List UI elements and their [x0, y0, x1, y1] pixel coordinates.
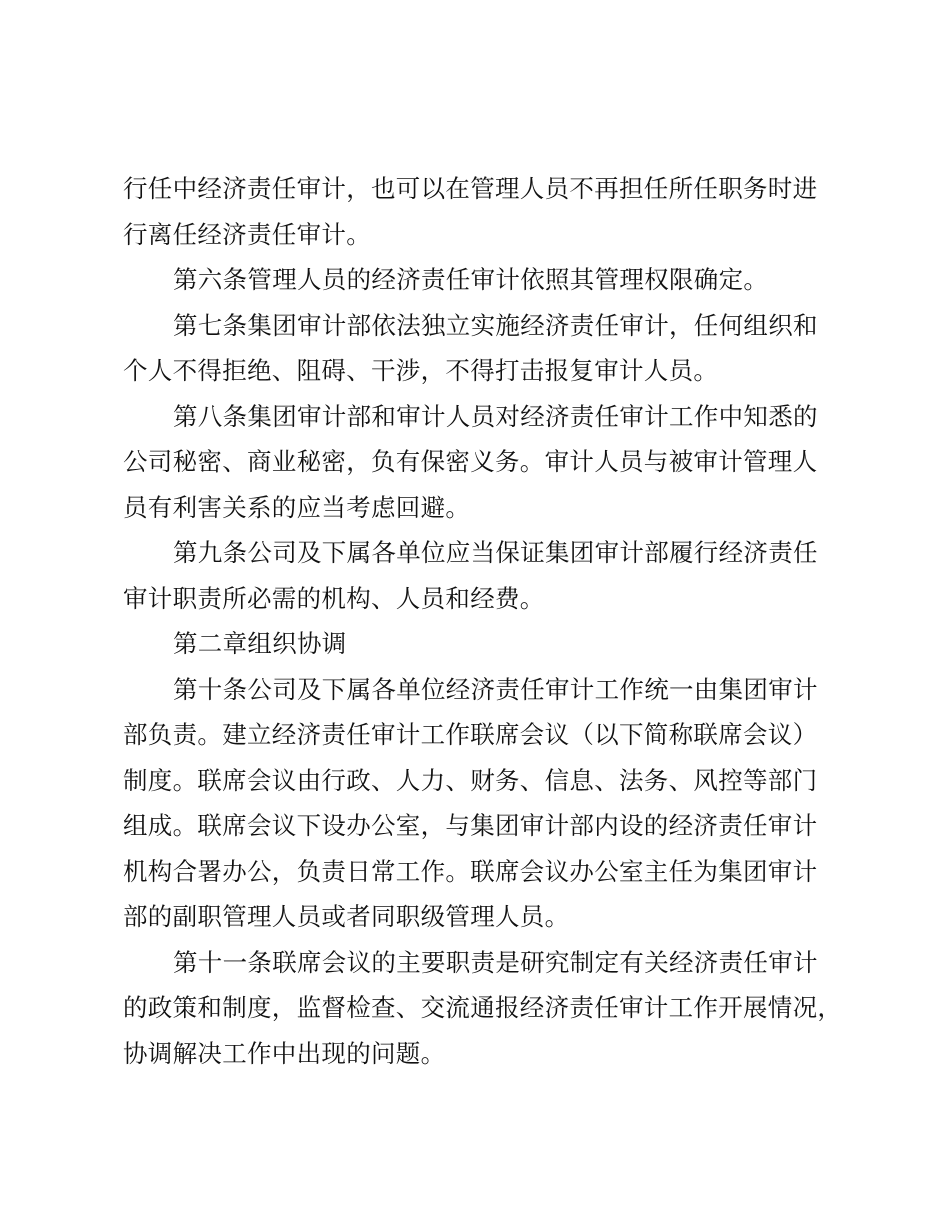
text-line: 个人不得拒绝、阻碍、干涉，不得打击报复审计人员。 [123, 356, 719, 385]
text-line: 组成。联席会议下设办公室，与集团审计部内设的经济责任审计 [123, 811, 818, 840]
text-line: 员有利害关系的应当考虑回避。 [123, 492, 471, 522]
article-7: 第七条集团审计部依法独立实施经济责任审计，任何组织和 [173, 310, 818, 340]
text-line: 审计职责所必需的机构、人员和经费。 [123, 583, 545, 613]
text-line: 制度。联席会议由行政、人力、财务、信息、法务、风控等部门 [123, 765, 818, 795]
text-line: 行离任经济责任审计。 [123, 219, 371, 249]
article-8: 第八条集团审计部和审计人员对经济责任审计工作中知悉的 [173, 401, 818, 431]
text-line: 协调解决工作中出现的问题。 [123, 1038, 446, 1068]
document-body [123, 166, 843, 1076]
text-line: 部负责。建立经济责任审计工作联席会议（以下简称联席会议） [123, 720, 818, 749]
text-line: 部的副职管理人员或者同职级管理人员。 [123, 902, 570, 931]
article-10: 第十条公司及下属各单位经济责任审计工作统一由集团审计 [173, 674, 818, 704]
article-6: 第六条管理人员的经济责任审计依照其管理权限确定。 [173, 265, 769, 294]
text-line: 行任中经济责任审计，也可以在管理人员不再担任所任职务时进 [123, 174, 818, 203]
article-9: 第九条公司及下属各单位应当保证集团审计部履行经济责任 [173, 538, 818, 567]
chapter-2-heading: 第二章组织协调 [173, 629, 347, 658]
text-line: 的政策和制度，监督检查、交流通报经济责任审计工作开展情况， [123, 993, 843, 1022]
text-line: 公司秘密、商业秘密，负有保密义务。审计人员与被审计管理人 [123, 447, 818, 476]
text-line: 机构合署办公，负责日常工作。联席会议办公室主任为集团审计 [123, 856, 818, 886]
article-11: 第十一条联席会议的主要职责是研究制定有关经济责任审计 [173, 947, 818, 977]
